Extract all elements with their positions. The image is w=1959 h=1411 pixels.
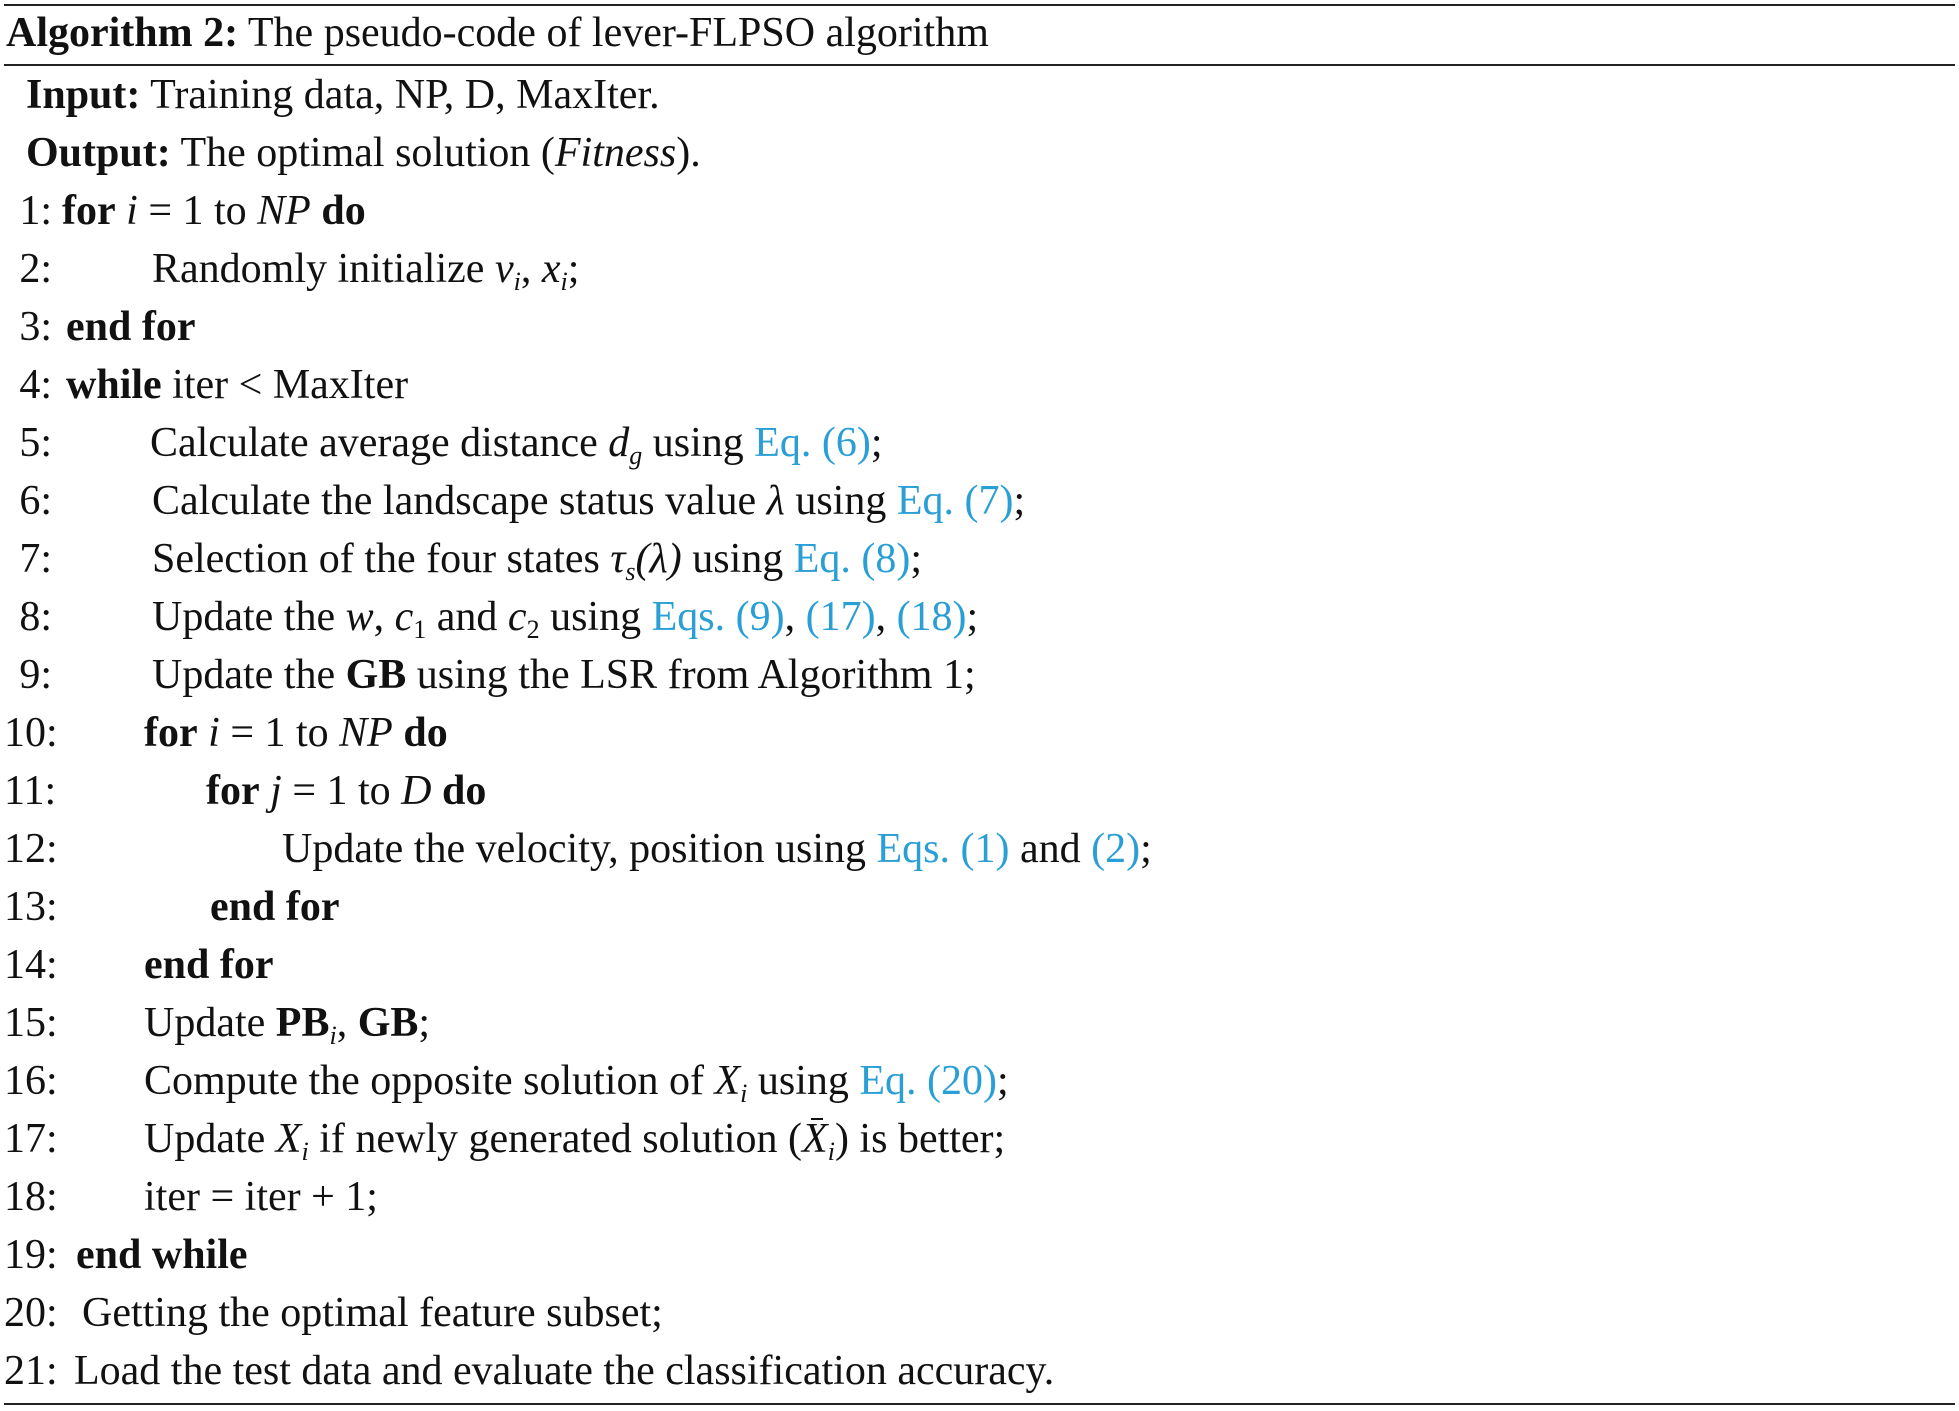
bottom-rule bbox=[4, 1403, 1955, 1405]
line-number: 13: bbox=[4, 884, 58, 930]
keyword-end-for: end for bbox=[210, 884, 340, 930]
range-text: = 1 to bbox=[137, 188, 258, 234]
sub-i: i bbox=[560, 267, 568, 296]
separator: , bbox=[373, 594, 395, 640]
keyword-do: do bbox=[403, 710, 448, 756]
output-text-b: ). bbox=[676, 130, 701, 176]
keyword-do: do bbox=[321, 188, 366, 234]
var-i: i bbox=[208, 710, 220, 756]
var-tau: τ bbox=[610, 536, 626, 582]
sub-i: i bbox=[740, 1079, 748, 1108]
equation-link[interactable]: Eqs. (1) bbox=[876, 826, 1010, 872]
sub-i: i bbox=[329, 1021, 337, 1050]
line-end: ; bbox=[870, 420, 883, 466]
personal-best: PB bbox=[275, 1000, 330, 1046]
line-rest: using the LSR from Algorithm 1; bbox=[406, 652, 976, 698]
var-d: D bbox=[401, 768, 432, 814]
separator: , bbox=[336, 1000, 358, 1046]
line-end: ; bbox=[567, 246, 580, 292]
var-i: i bbox=[126, 188, 138, 234]
line-text: Update the velocity, position using bbox=[282, 826, 877, 872]
var-np: NP bbox=[339, 710, 393, 756]
equation-link[interactable]: Eq. (8) bbox=[793, 536, 911, 582]
line-number: 20: bbox=[4, 1290, 58, 1336]
tau-argument: (λ) bbox=[635, 536, 682, 582]
line-text: Load the test data and evaluate the classification accuracy. bbox=[74, 1348, 1055, 1394]
sub-s: s bbox=[625, 557, 636, 586]
keyword-while: while bbox=[66, 362, 162, 408]
sub-i: i bbox=[513, 267, 521, 296]
condition-text: if newly generated solution ( bbox=[308, 1116, 803, 1162]
range-text: = 1 to bbox=[281, 768, 402, 814]
line-text: Calculate average distance bbox=[150, 420, 609, 466]
keyword-for: for bbox=[144, 710, 198, 756]
keyword-for: for bbox=[62, 188, 116, 234]
line-text: Selection of the four states bbox=[152, 536, 611, 582]
var-c: c bbox=[394, 594, 414, 640]
using-text: using bbox=[539, 594, 652, 640]
global-best: GB bbox=[357, 1000, 419, 1046]
line-number: 17: bbox=[4, 1116, 58, 1162]
sub-1: 1 bbox=[413, 615, 427, 644]
line-end: ; bbox=[1013, 478, 1026, 524]
line-number: 18: bbox=[4, 1174, 58, 1220]
line-text: Randomly initialize bbox=[152, 246, 495, 292]
sub-g: g bbox=[629, 441, 643, 470]
line-number: 9: bbox=[19, 652, 52, 698]
output-label: Output: bbox=[26, 130, 171, 176]
line-text: Update bbox=[144, 1116, 276, 1162]
var-x-bar: X bbox=[802, 1110, 828, 1168]
line-text: Compute the opposite solution of bbox=[144, 1058, 715, 1104]
algorithm-box bbox=[4, 0, 1955, 1411]
top-rule bbox=[4, 4, 1955, 6]
equation-link[interactable]: Eq. (7) bbox=[896, 478, 1014, 524]
line-number: 7: bbox=[19, 536, 52, 582]
and-text: and bbox=[1009, 826, 1092, 872]
var-x: x bbox=[541, 246, 561, 292]
and-text: and bbox=[426, 594, 508, 640]
var-v: v bbox=[494, 246, 514, 292]
line-number: 21: bbox=[4, 1348, 58, 1394]
line-end: ) is better; bbox=[834, 1116, 1006, 1162]
equation-link[interactable]: (18) bbox=[896, 594, 967, 640]
equation-link[interactable]: Eq. (20) bbox=[859, 1058, 998, 1104]
line-number: 6: bbox=[19, 478, 52, 524]
line-number: 11: bbox=[4, 768, 57, 814]
line-number: 3: bbox=[19, 304, 52, 350]
line-number: 16: bbox=[4, 1058, 58, 1104]
var-d: d bbox=[608, 420, 630, 466]
sub-2: 2 bbox=[526, 615, 540, 644]
using-text: using bbox=[681, 536, 794, 582]
using-text: using bbox=[784, 478, 897, 524]
var-x: X bbox=[275, 1116, 302, 1162]
var-w: w bbox=[345, 594, 374, 640]
while-condition: iter < MaxIter bbox=[161, 362, 409, 408]
caption-label: Algorithm 2: bbox=[6, 10, 239, 56]
keyword-for: for bbox=[206, 768, 260, 814]
range-text: = 1 to bbox=[219, 710, 340, 756]
line-number: 4: bbox=[19, 362, 52, 408]
equation-link[interactable]: Eqs. (9) bbox=[651, 594, 785, 640]
output-italic: Fitness bbox=[554, 130, 677, 176]
var-c: c bbox=[507, 594, 527, 640]
algorithm-caption bbox=[6, 8, 989, 58]
caption-text: The pseudo-code of lever-FLPSO algorithm bbox=[247, 10, 989, 56]
var-lambda: λ bbox=[766, 478, 785, 524]
line-number: 19: bbox=[4, 1232, 58, 1278]
line-end: ; bbox=[910, 536, 923, 582]
output-text-a: The optimal solution ( bbox=[180, 130, 555, 176]
line-text: iter = iter + 1; bbox=[144, 1174, 378, 1220]
line-text: Update bbox=[144, 1000, 276, 1046]
keyword-do: do bbox=[442, 768, 487, 814]
input-label: Input: bbox=[26, 72, 141, 118]
equation-link[interactable]: (17) bbox=[805, 594, 876, 640]
using-text: using bbox=[747, 1058, 860, 1104]
equation-link[interactable]: Eq. (6) bbox=[754, 420, 871, 466]
line-number: 12: bbox=[4, 826, 58, 872]
line-text: Update the bbox=[152, 652, 346, 698]
line-number: 10: bbox=[4, 710, 58, 756]
var-j: j bbox=[270, 768, 282, 814]
global-best: GB bbox=[345, 652, 407, 698]
input-text: Training data, NP, D, MaxIter. bbox=[150, 72, 660, 118]
keyword-end-for: end for bbox=[66, 304, 196, 350]
line-number: 5: bbox=[19, 420, 52, 466]
using-text: using bbox=[642, 420, 755, 466]
line-number: 1: bbox=[19, 188, 52, 234]
line-end: ; bbox=[966, 594, 979, 640]
keyword-end-for: end for bbox=[144, 942, 274, 988]
equation-link[interactable]: (2) bbox=[1091, 826, 1141, 872]
keyword-end-while: end while bbox=[76, 1232, 248, 1278]
separator: , bbox=[520, 246, 542, 292]
line-end: ; bbox=[418, 1000, 431, 1046]
separator: , bbox=[784, 594, 806, 640]
line-number: 8: bbox=[19, 594, 52, 640]
sub-i: i bbox=[827, 1137, 835, 1166]
line-end: ; bbox=[1140, 826, 1152, 872]
line-end: ; bbox=[997, 1058, 1009, 1104]
sub-i: i bbox=[301, 1137, 309, 1166]
line-text: Calculate the landscape status value bbox=[152, 478, 767, 524]
line-number: 15: bbox=[4, 1000, 58, 1046]
line-number: 14: bbox=[4, 942, 58, 988]
line-text: Update the bbox=[152, 594, 346, 640]
separator: , bbox=[875, 594, 897, 640]
line-text: Getting the optimal feature subset; bbox=[82, 1290, 663, 1336]
var-x: X bbox=[714, 1058, 741, 1104]
var-np: NP bbox=[257, 188, 311, 234]
line-number: 2: bbox=[19, 246, 52, 292]
